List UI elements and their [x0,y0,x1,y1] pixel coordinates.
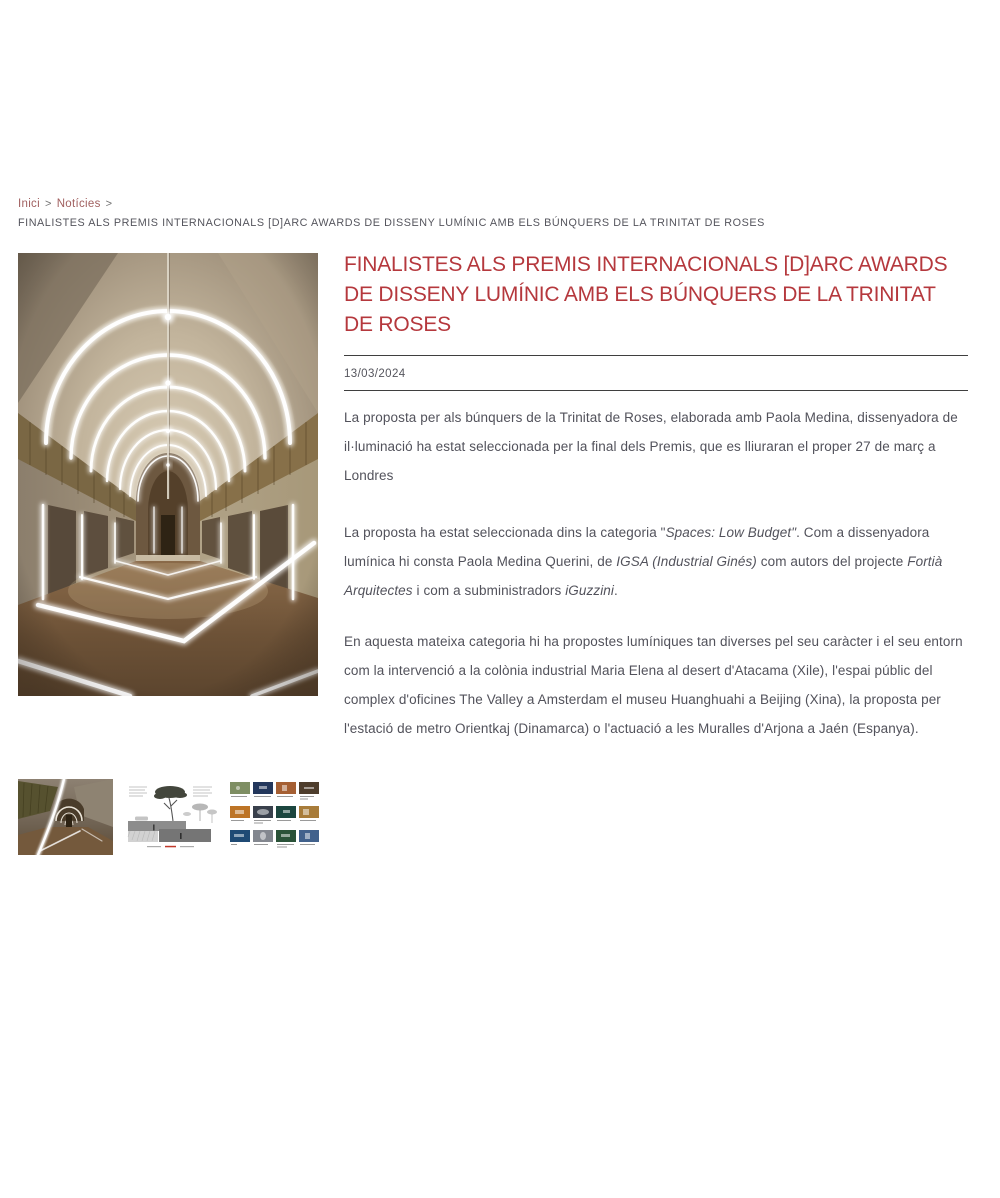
paragraph-segment: . [614,583,618,598]
paragraph-segment-italic: iGuzzini [565,583,615,598]
paragraph-segment: i com a subministradors [412,583,566,598]
breadcrumb-separator-icon: > [105,198,113,210]
article-date: 13/03/2024 [344,368,406,380]
paragraph-segment: . Com a dissenyadora lumínica hi consta Paola Medina Querini, de [344,525,930,569]
article-paragraph: En aquesta mateixa categoria hi ha propostes lumíniques tan diverses pel seu caràcter i el seu entorn com la intervenció a la colònia industrial Maria Elena al desert d'Atacama (Xile), l'espai públic del complex d'oficines The Valley a Amsterdam el museu Huanghuahi a Beijing (Xina), la proposta per l'estació de metro Orientkaj (Dinamarca) o l'actuació a les Muralles d'Arjona a Jaén (Espanya). [344,634,963,736]
paragraph-segment: com autors del projecte [756,554,908,569]
hero-image[interactable] [18,253,318,696]
paragraph-segment-italic: IGSA (Industrial Ginés) [616,554,757,569]
paragraph-segment-italic: Spaces: Low Budget" [665,525,797,540]
breadcrumb [18,198,968,229]
article-content [18,253,968,765]
thumbnail-grid-graphic [228,779,323,855]
breadcrumb-link-noticies[interactable]: Notícies [56,198,101,210]
article-lead: La proposta per als búnquers de la Trinitat de Roses, elaborada amb Paola Medina, dissenyadora de il·luminació ha estat seleccionada per la final dels Premis, que es lliuraran el proper 27 de març a Londres [344,410,958,483]
thumbnail-row [18,779,1000,855]
thumbnail-tunnel-photo[interactable] [18,779,113,855]
thumbnail-tunnel-graphic [18,779,113,855]
breadcrumb-current: FINALISTES ALS PREMIS INTERNACIONALS [D]ARC AWARDS DE DISSENY LUMÍNIC AMB ELS BÚNQUERS DE LA TRINITAT DE ROSES [18,217,765,229]
date-divider [344,355,968,391]
thumbnail-section-drawing[interactable] [123,779,218,855]
news-article-page [0,198,1000,1198]
hero-photo-graphic [18,253,318,696]
page-title: FINALISTES ALS PREMIS INTERNACIONALS [D]ARC AWARDS DE DISSENY LUMÍNIC AMB ELS BÚNQUERS DE LA TRINITAT DE ROSES [344,253,948,336]
thumbnail-drawing-graphic [123,779,218,855]
article-paragraph [344,518,968,605]
paragraph-segment: La proposta ha estat seleccionada dins la categoria " [344,525,666,540]
paragraph-segment-italic: Fortià Arquitectes [344,554,943,598]
breadcrumb-separator-icon: > [44,198,52,210]
breadcrumb-link-inici[interactable]: Inici [18,198,40,210]
thumbnail-finalists-grid[interactable] [228,779,323,855]
article-body [344,253,968,765]
